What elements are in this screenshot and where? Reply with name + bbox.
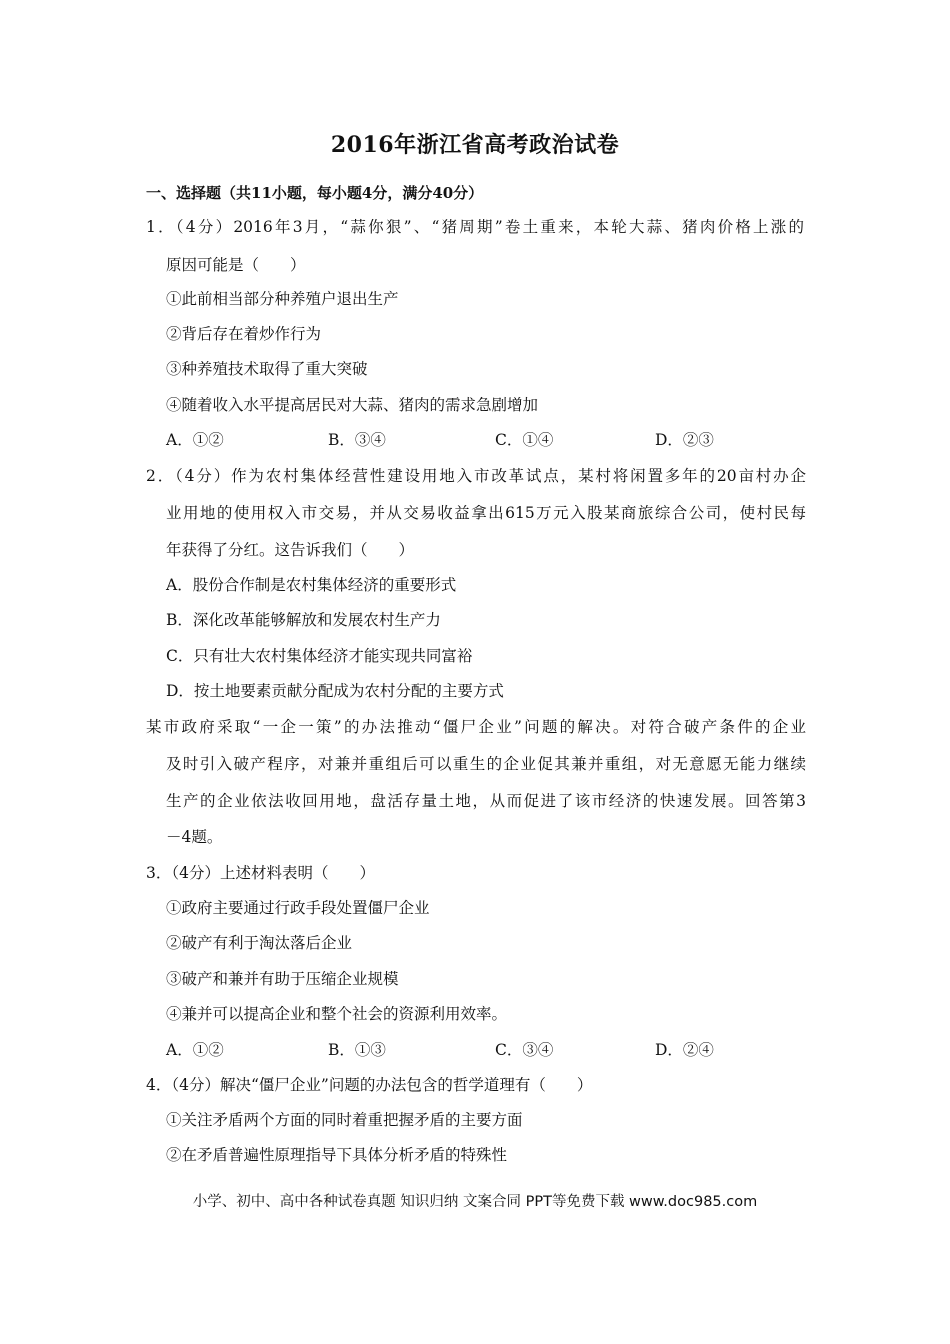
- q3-item-3: ③破产和兼并有助于压缩企业规模: [166, 970, 399, 988]
- q1-item-4: ④随着收入水平提高居民对大蒜、猪肉的需求急剧增加: [166, 396, 539, 414]
- material-line-4: －4题。: [166, 828, 223, 846]
- q1-stem-line-1: 1．（4分）2016年3月，“蒜你狠”、“猪周期”卷土重来，本轮大蒜、猪肉价格上涨的: [146, 218, 804, 236]
- q2-option-a: A．股份合作制是农村集体经济的重要形式: [166, 576, 457, 594]
- q3-option-b: B．①③: [328, 1041, 386, 1059]
- q2-stem-line-3: 年获得了分红。这告诉我们（ ）: [166, 541, 415, 559]
- q3-stem-line-1: 3．（4分）上述材料表明（ ）: [146, 864, 375, 882]
- q1-stem-line-2: 原因可能是（ ）: [166, 256, 306, 274]
- q3-option-d: D．②④: [655, 1041, 714, 1059]
- footer-banner: 小学、初中、高中各种试卷真题 知识归纳 文案合同 PPT等免费下载 www.doc985.com: [192, 1194, 758, 1210]
- q4-stem-line-1: 4．（4分）解决“僵尸企业”问题的办法包含的哲学道理有（ ）: [146, 1076, 593, 1094]
- page-title: 2016年浙江省高考政治试卷: [330, 132, 620, 158]
- q1-item-1: ①此前相当部分种养殖户退出生产: [166, 290, 399, 308]
- q2-stem-line-2: 业用地的使用权入市交易，并从交易收益拿出615万元入股某商旅综合公司，使村民每: [166, 504, 806, 522]
- q3-item-2: ②破产有利于淘汰落后企业: [166, 934, 353, 952]
- material-line-1: 某市政府采取“一企一策”的办法推动“僵尸企业”问题的解决。对符合破产条件的企业: [146, 718, 806, 736]
- q1-item-2: ②背后存在着炒作行为: [166, 325, 322, 343]
- q1-item-3: ③种养殖技术取得了重大突破: [166, 360, 368, 378]
- q2-stem-line-1: 2．（4分）作为农村集体经营性建设用地入市改革试点，某村将闲置多年的20亩村办企: [146, 467, 806, 485]
- q1-option-c: C．①④: [495, 431, 554, 449]
- q4-item-2: ②在矛盾普遍性原理指导下具体分析矛盾的特殊性: [166, 1146, 508, 1164]
- q2-option-b: B．深化改革能够解放和发展农村生产力: [166, 611, 441, 629]
- q3-item-1: ①政府主要通过行政手段处置僵尸企业: [166, 899, 430, 917]
- q2-option-c: C．只有壮大农村集体经济才能实现共同富裕: [166, 647, 473, 665]
- material-line-2: 及时引入破产程序，对兼并重组后可以重生的企业促其兼并重组，对无意愿无能力继续: [166, 755, 806, 773]
- q3-option-a: A．①②: [166, 1041, 224, 1059]
- material-line-3: 生产的企业依法收回用地，盘活存量土地，从而促进了该市经济的快速发展。回答第3: [166, 792, 806, 810]
- section-header: 一、选择题（共11小题，每小题4分，满分40分）: [146, 184, 484, 202]
- q1-option-b: B．③④: [328, 431, 386, 449]
- q3-item-4: ④兼并可以提高企业和整个社会的资源利用效率。: [166, 1005, 508, 1023]
- q2-option-d: D．按土地要素贡献分配成为农村分配的主要方式: [166, 682, 504, 700]
- q4-item-1: ①关注矛盾两个方面的同时着重把握矛盾的主要方面: [166, 1111, 523, 1129]
- q1-option-a: A．①②: [166, 431, 224, 449]
- q3-option-c: C．③④: [495, 1041, 554, 1059]
- q1-option-d: D．②③: [655, 431, 714, 449]
